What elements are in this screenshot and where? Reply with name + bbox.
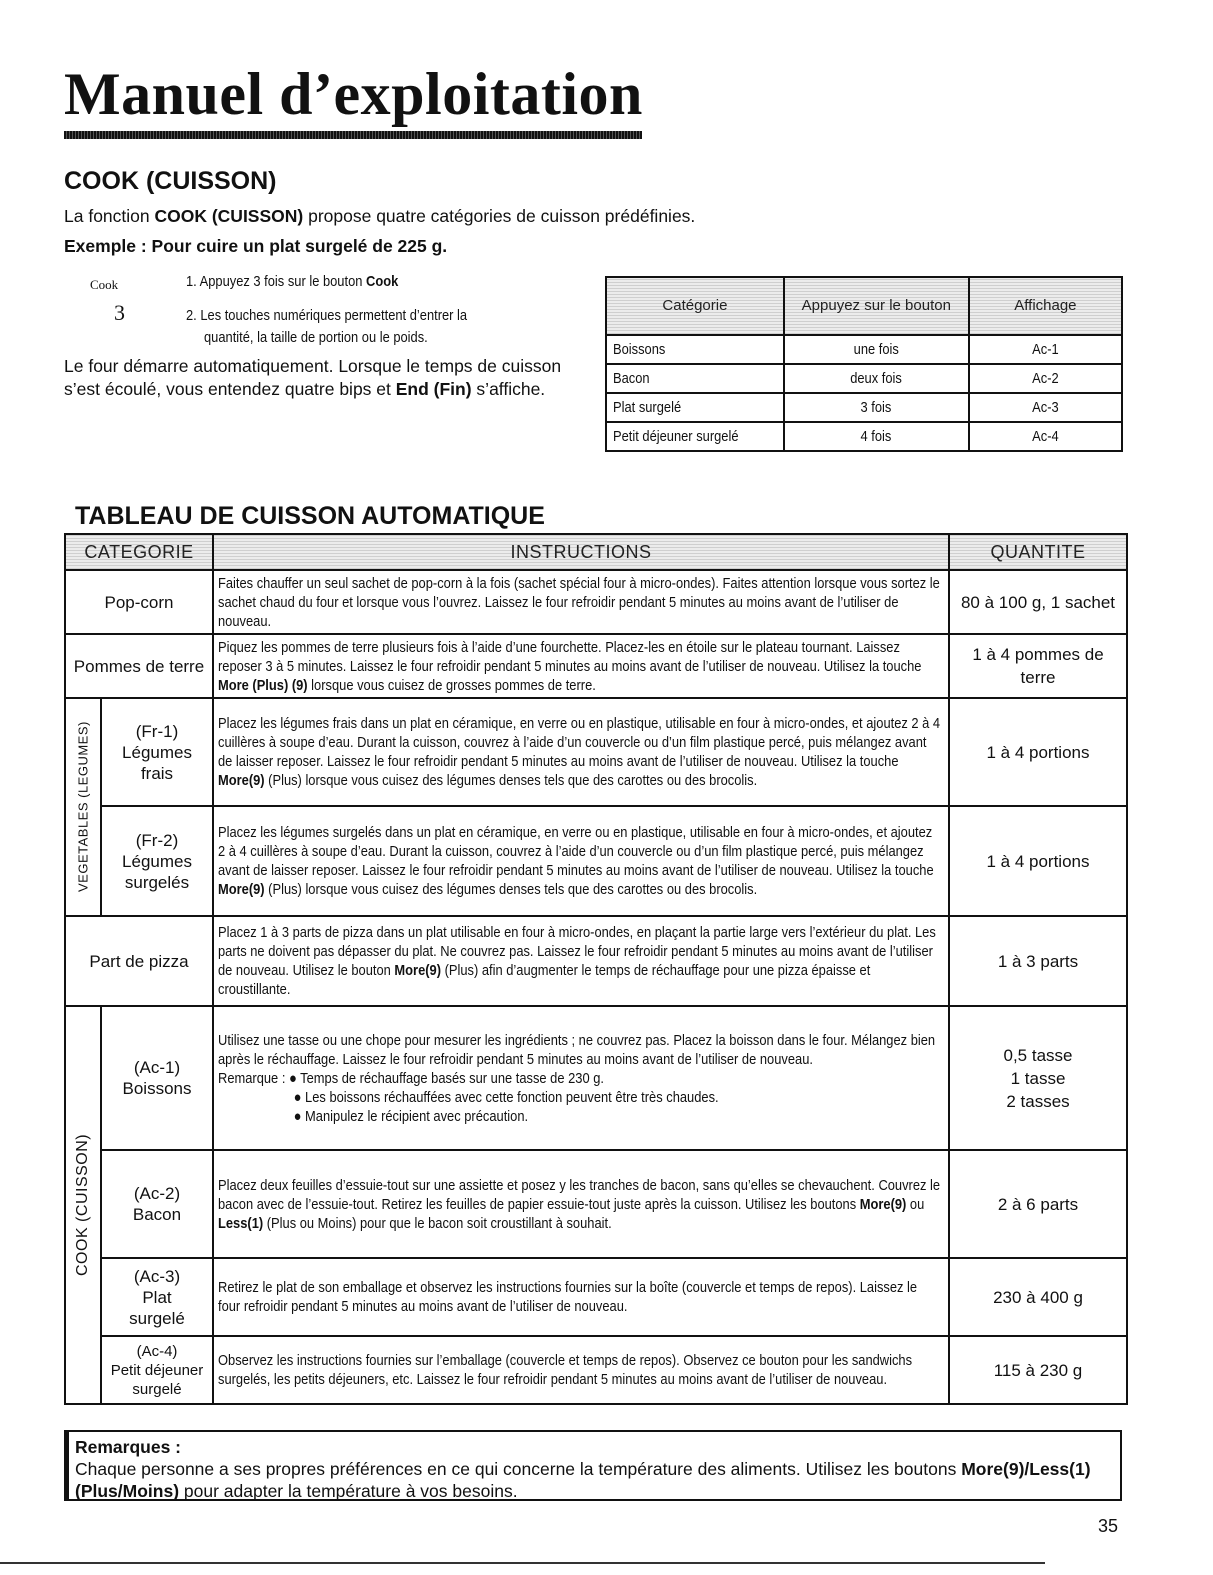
header-press: Appuyez sur le bouton (784, 277, 969, 335)
notes-box (64, 1430, 1122, 1501)
cell-category: Pommes de terre (65, 634, 213, 698)
step-1-prefix: 1. Appuyez 3 fois sur le bouton (186, 273, 367, 290)
cell-quantity: 2 à 6 parts (949, 1150, 1127, 1258)
cell-instructions: Placez deux feuilles d’essuie-tout sur une assiette et posez y les tranches de bacon, sans qu’elles se chevauchent. Couvrez le bacon avec de l’essuie-tout. Retirez les feuilles de papier essuie-tout juste après la cuisson. Utilisez les boutons More(9) ou Less(1) (Plus ou Moins) pour que le bacon soit croustillant à souhait. (213, 1150, 949, 1258)
cell-quantity: 1 à 4 portions (949, 698, 1127, 806)
notes-text: Chaque personne a ses propres préférences en ce qui concerne la température des aliments. Utilisez les boutons More(9)/Less(1) (Plus/Moins) pour adapter la température à vos besoins. (75, 1459, 1091, 1501)
category-table-header (606, 277, 1122, 335)
table-row (606, 335, 1122, 364)
table-row-ac1 (65, 1006, 1127, 1150)
auto-note-part2: s’affiche. (471, 379, 546, 399)
cell-press: deux fois (784, 364, 969, 393)
cell-instructions: Placez 1 à 3 parts de pizza dans un plat utilisable en four à micro-ondes, en plaçant la partie large vers l’extérieur du plat. Les parts ne doivent pas dépasser du plat. Ne couvrez pas. Laissez le four refroidir pendant 5 minutes au moins avant de l’utiliser de nouveau. Utilisez le bouton More(9) (Plus) afin d’augmenter le temps de réchauffage pour une pizza épaisse et croustillante. (213, 916, 949, 1006)
cell-press: 4 fois (784, 422, 969, 451)
cell-instructions: Retirez le plat de son emballage et observez les instructions fournies sur la boîte (couvercle et temps de repos). Laissez le four refroidir pendant 5 minutes au moins avant de l’utiliser de nouveau. (213, 1258, 949, 1336)
notes-label: Remarques : (75, 1437, 182, 1457)
cell-category: (Ac-3) Plat surgelé (101, 1258, 213, 1336)
cell-category: Bacon (606, 364, 784, 393)
cell-category: Part de pizza (65, 916, 213, 1006)
cell-category: Petit déjeuner surgelé (606, 422, 784, 451)
cell-category: Plat surgelé (606, 393, 784, 422)
cell-instructions: Piquez les pommes de terre plusieurs fois à l’aide d’une fourchette. Placez-les en étoile sur le plateau tournant. Laissez reposer 3 à 5 minutes. Laissez le four refroidir pendant 5 minutes au moins avant de l’utiliser de nouveau. Utilisez la touche More (Plus) (9) lorsque vous cuisez de grosses pommes de terre. (213, 634, 949, 698)
category-table (605, 276, 1123, 452)
group-label-cook: COOK (CUISSON) (65, 1006, 101, 1404)
cell-category: (Ac-4) Petit déjeuner surgelé (101, 1336, 213, 1404)
cell-quantity: 230 à 400 g (949, 1258, 1127, 1336)
auto-cook-table (64, 533, 1128, 1405)
table-row-pizza (65, 916, 1127, 1006)
cell-instructions: Faites chauffer un seul sachet de pop-corn à la fois (sachet spécial four à micro-ondes). Faites attention lorsque vous sortez le sachet chaud du four et lorsque vous l’ouvrez. Laissez le four refroidir pendant 5 minutes au moins avant de l’utiliser de nouveau. (213, 570, 949, 634)
cell-display: Ac-1 (969, 335, 1122, 364)
step-1-text (186, 271, 398, 293)
header-instructions: INSTRUCTIONS (213, 534, 949, 570)
section-heading: COOK (CUISSON) (64, 167, 277, 195)
cell-category: Boissons (606, 335, 784, 364)
step-2-line2: quantité, la taille de portion ou le poids. (204, 329, 428, 346)
table-row-ac4 (65, 1336, 1127, 1404)
bottom-rule (0, 1562, 1045, 1564)
intro-prefix: La fonction (64, 206, 155, 226)
cell-quantity: 0,5 tasse 1 tasse 2 tasses (949, 1006, 1127, 1150)
cell-instructions: Utilisez une tasse ou une chope pour mesurer les ingrédients ; ne couvrez pas. Placez la boisson dans le four. Mélangez bien après le réchauffage. Laissez le four refroidir pendant 5 minutes au moins avant de l’utiliser de nouveau. Remarque : ● Temps de réchauffage basés sur une tasse de 230 g. ● Les boissons réchauffées avec cette fonction peuvent être très chaudes. ● Manipulez le récipient avec précaution. (213, 1006, 949, 1150)
auto-cook-heading: TABLEAU DE CUISSON AUTOMATIQUE (75, 502, 545, 530)
cell-display: Ac-2 (969, 364, 1122, 393)
table-row-ac3 (65, 1258, 1127, 1336)
page-number: 35 (1098, 1516, 1119, 1536)
cell-category: (Fr-2) Légumes surgelés (101, 806, 213, 916)
step-key-3: 3 (114, 300, 125, 325)
header-display: Affichage (969, 277, 1122, 335)
table-row-fr2 (65, 806, 1127, 916)
auto-table-header (65, 534, 1127, 570)
cell-instructions: Placez les légumes frais dans un plat en céramique, en verre ou en plastique, utilisable en four à micro-ondes, et ajoutez 2 à 4 cuillères à soupe d’eau. Durant la cuisson, couvrez à l’aide d’un couvercle ou d’un film plastique percé, puis mélangez avant de laisser reposer. Laissez le four refroidir pendant 5 minutes au moins avant de l’utiliser de nouveau. Utilisez la touche More(9) (Plus) lorsque vous cuisez des légumes denses tels que des carottes ou des brocolis. (213, 698, 949, 806)
step-key-cook: Cook (90, 277, 119, 292)
cell-category: Pop-corn (65, 570, 213, 634)
auto-note-bold: End (Fin) (395, 379, 472, 399)
header-category: Catégorie (606, 277, 784, 335)
table-row (606, 422, 1122, 451)
cell-quantity: 1 à 4 portions (949, 806, 1127, 916)
title-rule (64, 131, 642, 139)
example-heading: Exemple : Pour cuire un plat surgelé de 225 g. (64, 236, 448, 256)
intro-suffix: propose quatre catégories de cuisson prédéfinies. (303, 206, 696, 226)
auto-note-part1: Le four démarre automatiquement. Lorsque le temps de cuisson s’est écoulé, vous entendez quatre bips et (64, 356, 562, 399)
cell-press: une fois (784, 335, 969, 364)
group-label-vegetables: VEGETABLES (LEGUMES) (65, 698, 101, 916)
cell-category: (Ac-1) Boissons (101, 1006, 213, 1150)
step-1-bold: Cook (366, 273, 399, 290)
intro-bold: COOK (CUISSON) (154, 206, 304, 226)
table-row (606, 364, 1122, 393)
cell-quantity: 1 à 3 parts (949, 916, 1127, 1006)
table-row-ac2 (65, 1150, 1127, 1258)
cell-instructions: Observez les instructions fournies sur l’emballage (couvercle et temps de repos). Observez ce bouton pour les sandwichs surgelés, les petits déjeuners, etc. Laissez le four refroidir pendant 5 minutes au moins avant de l’utiliser de nouveau. (213, 1336, 949, 1404)
table-row (606, 393, 1122, 422)
cell-display: Ac-3 (969, 393, 1122, 422)
cell-category: (Ac-2) Bacon (101, 1150, 213, 1258)
cell-quantity: 115 à 230 g (949, 1336, 1127, 1404)
header-categorie: CATEGORIE (65, 534, 213, 570)
table-row-popcorn (65, 570, 1127, 634)
page-title: Manuel d’exploitation (64, 61, 643, 127)
header-quantite: QUANTITE (949, 534, 1127, 570)
table-row-potatoes (65, 634, 1127, 698)
cell-display: Ac-4 (969, 422, 1122, 451)
intro-paragraph (64, 205, 695, 227)
step-2-line1: 2. Les touches numériques permettent d’entrer la (186, 307, 468, 324)
cell-press: 3 fois (784, 393, 969, 422)
table-row-fr1 (65, 698, 1127, 806)
cell-instructions: Placez les légumes surgelés dans un plat en céramique, en verre ou en plastique, utilisable en four à micro-ondes, et ajoutez 2 à 4 cuillères à soupe d’eau. Durant la cuisson, couvrez à l’aide d’un couvercle ou d’un film plastique percé, puis mélangez avant de laisser reposer. Laissez le four refroidir pendant 5 minutes au moins avant de l’utiliser de nouveau. Utilisez la touche More(9) (Plus) lorsque vous cuisez des légumes denses tels que des carottes ou des brocolis. (213, 806, 949, 916)
cell-quantity: 1 à 4 pommes de terre (949, 634, 1127, 698)
auto-start-note (64, 355, 569, 401)
cell-quantity: 80 à 100 g, 1 sachet (949, 570, 1127, 634)
cell-category: (Fr-1) Légumes frais (101, 698, 213, 806)
